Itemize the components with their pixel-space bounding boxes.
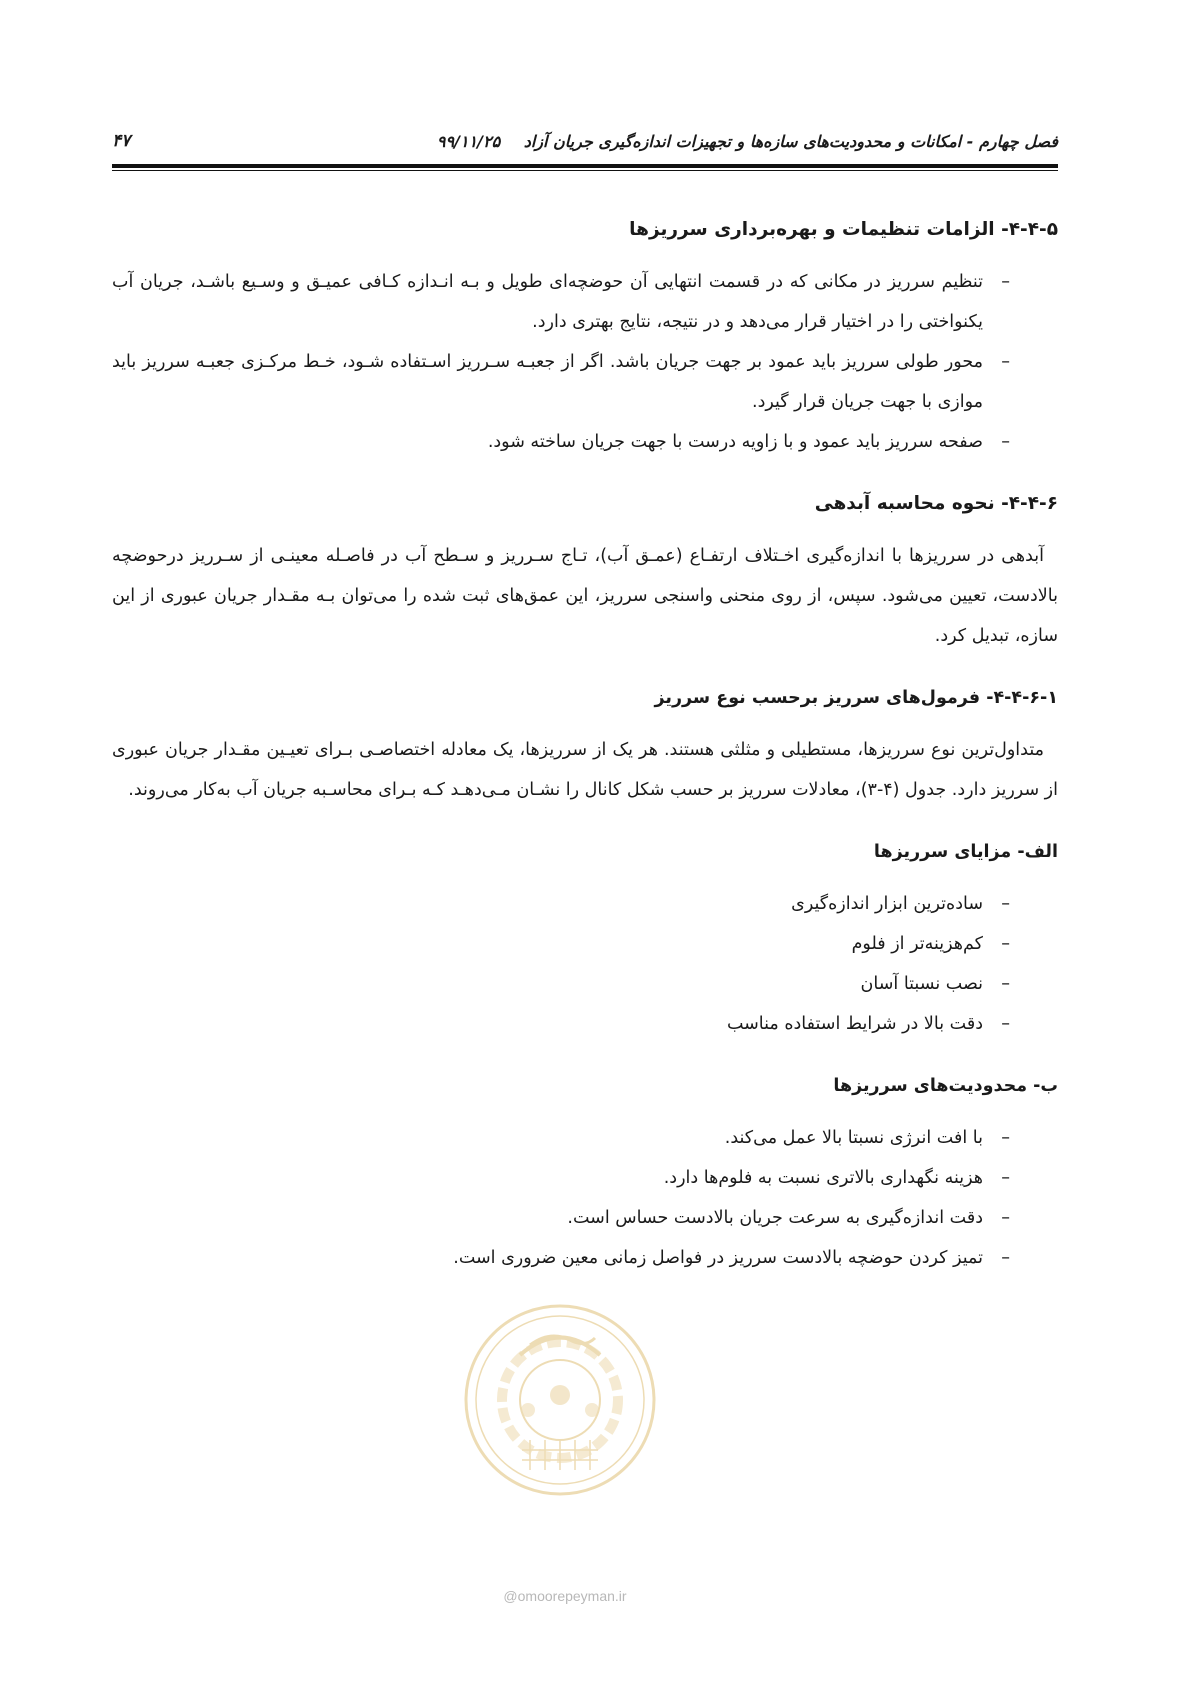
list-item [112, 1198, 1058, 1238]
list-item-text: دقت اندازه‌گیری به سرعت جریان بالادست حساس است. [567, 1208, 983, 1228]
watermark-seal-logo [460, 1300, 660, 1500]
advantages-list [112, 884, 1058, 1044]
running-header [112, 126, 1058, 156]
dash-bullet: – [1001, 1168, 1010, 1188]
subheading-advantages: الف- مزایای سرریزها [873, 842, 1058, 862]
list-item [112, 342, 1058, 422]
list-item-text: تمیز کردن حوضچه بالادست سرریز در فواصل زمانی معین ضروری است. [453, 1248, 983, 1268]
list-item [112, 1238, 1058, 1278]
list-item [112, 422, 1058, 462]
body-paragraph: آبدهی در سرریزها با اندازه‌گیری اخـتلاف ارتفـاع (عمـق آب)، تـاج سـرریز و سـطح آب در فاصـله معینـی از سـرریز درحوضچه بالادست، تعیین می‌شود. سپس، از روی منحنی واسنجی سرریز، این عمق‌های ثبت شده را می‌توان بـه مقـدار جریان عبوری از این سازه، تبدیل کرد. [112, 546, 1058, 646]
dash-bullet: – [1001, 272, 1010, 292]
list-item-text: محور طولی سرریز باید عمود بر جهت جریان باشد. اگر از جعبـه سـرریز اسـتفاده شـود، خـط مرکـزی جعبـه سرریز باید موازی با جهت جریان قرار گیرد. [112, 352, 983, 412]
chapter-title-text: فصل چهارم - امکانات و محدودیت‌های سازه‌ها و تجهیزات اندازه‌گیری جریان آزاد [523, 131, 1058, 151]
list-item-text: تنظیم سرریز در مکانی که در قسمت انتهایی آن حوضچه‌ای طویل و بـه انـدازه کـافی عمیـق و وسـیع باشـد، جریان آب یکنواختی را در اختیار قرار می‌دهد و در نتیجه، نتایج بهتری دارد. [112, 272, 983, 332]
header-date: ۹۹/۱۱/۲۵ [436, 131, 501, 151]
subheading-limitations: ب- محدودیت‌های سرریزها [833, 1076, 1058, 1096]
limitations-list [112, 1118, 1058, 1278]
dash-bullet: – [1001, 352, 1010, 372]
dash-bullet: – [1001, 894, 1010, 914]
section-heading-4-4-6: ۴-۴-۶- نحوه محاسبه آبدهی [814, 493, 1058, 514]
watermark-url: @omoorepeyman.ir [503, 1588, 627, 1604]
dash-bullet: – [1001, 1014, 1010, 1034]
header-chapter-title [437, 132, 1058, 151]
list-item [112, 1118, 1058, 1158]
dash-bullet: – [1001, 1248, 1010, 1268]
dash-bullet: – [1001, 1208, 1010, 1228]
list-item-text: دقت بالا در شرایط استفاده مناسب [726, 1014, 983, 1034]
dash-bullet: – [1001, 974, 1010, 994]
section-heading-4-4-6-1: ۴-۴-۶-۱- فرمول‌های سرریز برحسب نوع سرریز [654, 688, 1058, 708]
list-item-text: با افت انرژی نسبتا بالا عمل می‌کند. [724, 1128, 983, 1148]
list-item [112, 964, 1058, 1004]
dash-bullet: – [1001, 432, 1010, 452]
list-item [112, 1004, 1058, 1044]
list-item [112, 884, 1058, 924]
list-item [112, 924, 1058, 964]
requirements-list [112, 262, 1058, 462]
list-item [112, 1158, 1058, 1198]
dash-bullet: – [1001, 1128, 1010, 1148]
list-item-text: هزینه نگهداری بالاتری نسبت به فلوم‌ها دارد. [663, 1168, 983, 1188]
header-rule-thin [112, 170, 1058, 171]
dash-bullet: – [1001, 934, 1010, 954]
page-number: ۴۷ [112, 131, 131, 151]
header-rule-thick [112, 164, 1058, 168]
list-item-text: کم‌هزینه‌تر از فلوم [851, 934, 983, 954]
list-item-text: صفحه سرریز باید عمود و با زاویه درست با جهت جریان ساخته شود. [487, 432, 983, 452]
page-body [112, 210, 1058, 1278]
list-item-text: نصب نسبتا آسان [860, 974, 983, 994]
section-heading-4-4-5: ۴-۴-۵- الزامات تنظیمات و بهره‌برداری سرریزها [629, 219, 1058, 240]
list-item-text: ساده‌ترین ابزار اندازه‌گیری [791, 894, 983, 914]
list-item [112, 262, 1058, 342]
body-paragraph: متداول‌ترین نوع سرریزها، مستطیلی و مثلثی هستند. هر یک از سرریزها، یک معادله اختصاصـی بـرای تعیـین مقـدار جریان عبوری از سرریز دارد. جدول (۴-۳)، معادلات سرریز بر حسب شکل کانال را نشـان مـی‌دهـد کـه بـرای محاسـبه جریان آب به‌کار می‌روند. [112, 740, 1058, 800]
